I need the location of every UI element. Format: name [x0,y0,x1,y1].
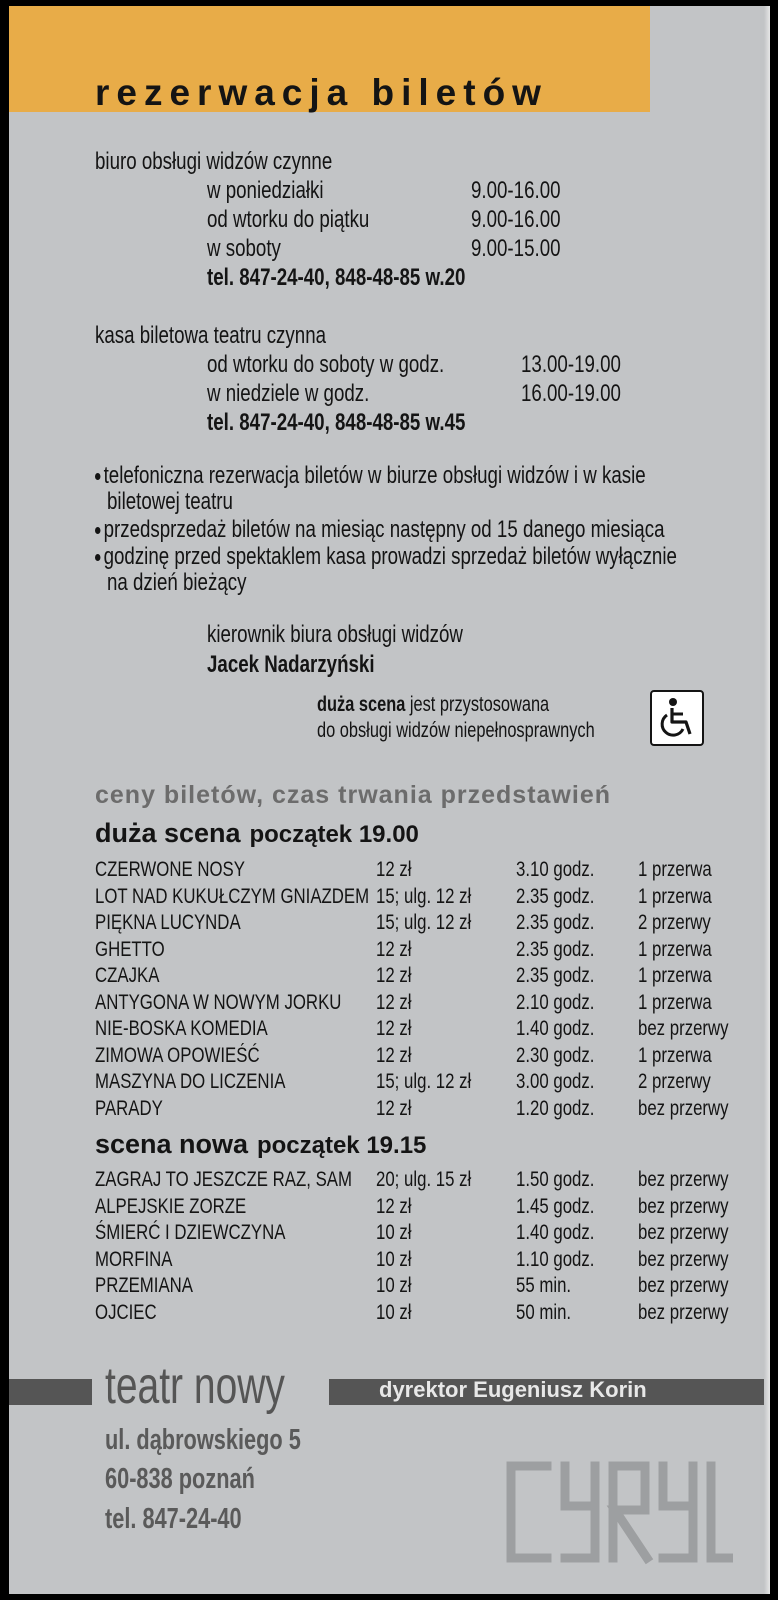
show-breaks: 1 przerwa [638,990,712,1014]
stage-title-new: scena nowa początek 19.15 [95,1129,427,1159]
office-phone: tel. 847-24-40, 848-48-85 w.20 [207,264,466,291]
show-price: 10 zł [376,1221,412,1244]
show-breaks: bez przerwy [638,1017,729,1040]
cyryl-logo [503,1458,733,1568]
show-row [95,1070,770,1096]
show-title: MORFINA [95,1247,173,1271]
show-price: 15; ulg. 12 zł [376,1070,472,1093]
show-price: 12 zł [376,1043,412,1067]
show-duration: 1.45 godz. [516,1194,595,1218]
box-office-hours-time: 16.00-19.00 [521,380,621,407]
show-duration: 2.35 godz. [516,964,595,987]
footer-bar-left [9,1379,92,1405]
show-price: 12 zł [376,1017,412,1040]
show-row [95,1221,770,1247]
note-item: godzinę przed spektaklem kasa prowadzi sprzedaż biletów wyłącznie [95,543,677,571]
show-price: 12 zł [376,937,412,961]
box-office-hours-label: w niedziele w godz. [207,380,370,407]
show-row [95,1301,770,1327]
show-breaks: bez przerwy [638,1096,729,1120]
box-office-hours-time: 13.00-19.00 [521,351,621,378]
show-breaks: 1 przerwa [638,1043,712,1067]
show-title: ŚMIERĆ I DZIEWCZYNA [95,1221,286,1244]
show-row [95,938,770,964]
show-title: LOT NAD KUKUŁCZYM GNIAZDEM [95,884,370,908]
show-row [95,858,770,884]
show-breaks: 2 przerwy [638,911,711,934]
show-price: 10 zł [376,1300,412,1324]
show-breaks: bez przerwy [638,1168,729,1191]
show-breaks: 1 przerwa [638,964,712,987]
show-price: 20; ulg. 15 zł [376,1168,472,1191]
show-price: 12 zł [376,990,412,1014]
show-duration: 55 min. [516,1274,572,1297]
show-row [95,1248,770,1274]
show-duration: 1.40 godz. [516,1221,595,1244]
show-price: 10 zł [376,1247,412,1271]
show-title: OJCIEC [95,1300,157,1324]
show-row [95,1017,770,1043]
show-duration: 2.30 godz. [516,1043,595,1067]
show-price: 15; ulg. 12 zł [376,911,472,934]
office-hours-label: od wtorku do piątku [207,206,370,233]
show-duration: 2.35 godz. [516,937,595,961]
show-duration: 2.10 godz. [516,990,595,1014]
show-breaks: 2 przerwy [638,1070,711,1093]
show-price: 12 zł [376,1194,412,1218]
note-item: przedsprzedaż biletów na miesiąc następny od 15 danego miesiąca [95,516,664,544]
office-hours-label: w soboty [207,235,281,262]
show-breaks: 1 przerwa [638,937,712,961]
show-title: PIĘKNA LUCYNDA [95,911,241,934]
note-item-continued: biletowej teatru [107,488,233,515]
show-duration: 2.35 godz. [516,911,595,934]
bullet-icon [95,527,100,534]
show-title: ZAGRAJ TO JESZCZE RAZ, SAM [95,1168,353,1191]
show-price: 15; ulg. 12 zł [376,884,472,908]
box-office-phone: tel. 847-24-40, 848-48-85 w.45 [207,409,466,436]
show-title: PARADY [95,1096,163,1120]
director-name: dyrektor Eugeniusz Korin [379,1377,647,1402]
leaflet-page [9,6,770,1594]
show-breaks: bez przerwy [638,1247,729,1271]
address-city: 60-838 poznań [105,1463,255,1495]
show-row [95,1044,770,1070]
show-title: PRZEMIANA [95,1274,194,1297]
accessibility-stage: duża scena [317,693,406,716]
show-row [95,1097,770,1123]
show-duration: 3.10 godz. [516,858,595,881]
bullet-icon [95,554,100,561]
show-duration: 1.40 godz. [516,1017,595,1040]
show-title: CZAJKA [95,964,160,987]
show-price: 10 zł [376,1274,412,1297]
show-row [95,964,770,990]
box-office-intro: kasa biletowa teatru czynna [95,322,327,349]
show-price: 12 zł [376,1096,412,1120]
show-title: ANTYGONA W NOWYM JORKU [95,990,342,1014]
accessibility-line1: duża scena jest przystosowana [317,693,550,716]
show-title: CZERWONE NOSY [95,858,245,881]
page-title: rezerwacja biletów [95,72,548,113]
show-duration: 50 min. [516,1300,572,1324]
show-row [95,1168,770,1194]
office-hours-time: 9.00-16.00 [471,206,561,233]
note-item: telefoniczna rezerwacja biletów w biurze obsługi widzów i w kasie [95,462,646,490]
show-duration: 2.35 godz. [516,884,595,908]
manager-title: kierownik biura obsługi widzów [207,621,463,648]
show-price: 12 zł [376,964,412,987]
wheelchair-icon [650,690,704,746]
show-title: ZIMOWA OPOWIEŚĆ [95,1043,260,1067]
show-row [95,1195,770,1221]
show-breaks: bez przerwy [638,1274,729,1297]
manager-name: Jacek Nadarzyński [207,651,375,678]
box-office-hours-label: od wtorku do soboty w godz. [207,351,445,378]
show-title: GHETTO [95,937,165,961]
show-row [95,1274,770,1300]
theatre-name: teatr nowy [105,1357,285,1415]
show-duration: 1.50 godz. [516,1168,595,1191]
show-breaks: 1 przerwa [638,858,712,881]
office-hours-time: 9.00-15.00 [471,235,561,262]
show-breaks: bez przerwy [638,1221,729,1244]
office-intro: biuro obsługi widzów czynne [95,148,333,175]
show-title: NIE-BOSKA KOMEDIA [95,1017,268,1040]
office-hours-time: 9.00-16.00 [471,177,561,204]
show-row [95,991,770,1017]
show-duration: 3.00 godz. [516,1070,595,1093]
show-duration: 1.20 godz. [516,1096,595,1120]
address-phone: tel. 847-24-40 [105,1503,242,1535]
show-row [95,885,770,911]
bullet-icon [95,473,100,480]
show-duration: 1.10 godz. [516,1247,595,1271]
office-hours-label: w poniedziałki [207,177,324,204]
show-title: MASZYNA DO LICZENIA [95,1070,286,1093]
show-breaks: bez przerwy [638,1194,729,1218]
show-breaks: bez przerwy [638,1300,729,1324]
accessibility-line2: do obsługi widzów niepełnosprawnych [317,719,595,742]
prices-title: ceny biletów, czas trwania przedstawień [95,781,612,809]
show-breaks: 1 przerwa [638,884,712,908]
show-row [95,911,770,937]
show-price: 12 zł [376,858,412,881]
show-title: ALPEJSKIE ZORZE [95,1194,247,1218]
note-item-continued: na dzień bieżący [107,569,247,596]
address-street: ul. dąbrowskiego 5 [105,1424,301,1456]
stage-title-main: duża scena początek 19.00 [95,818,419,848]
